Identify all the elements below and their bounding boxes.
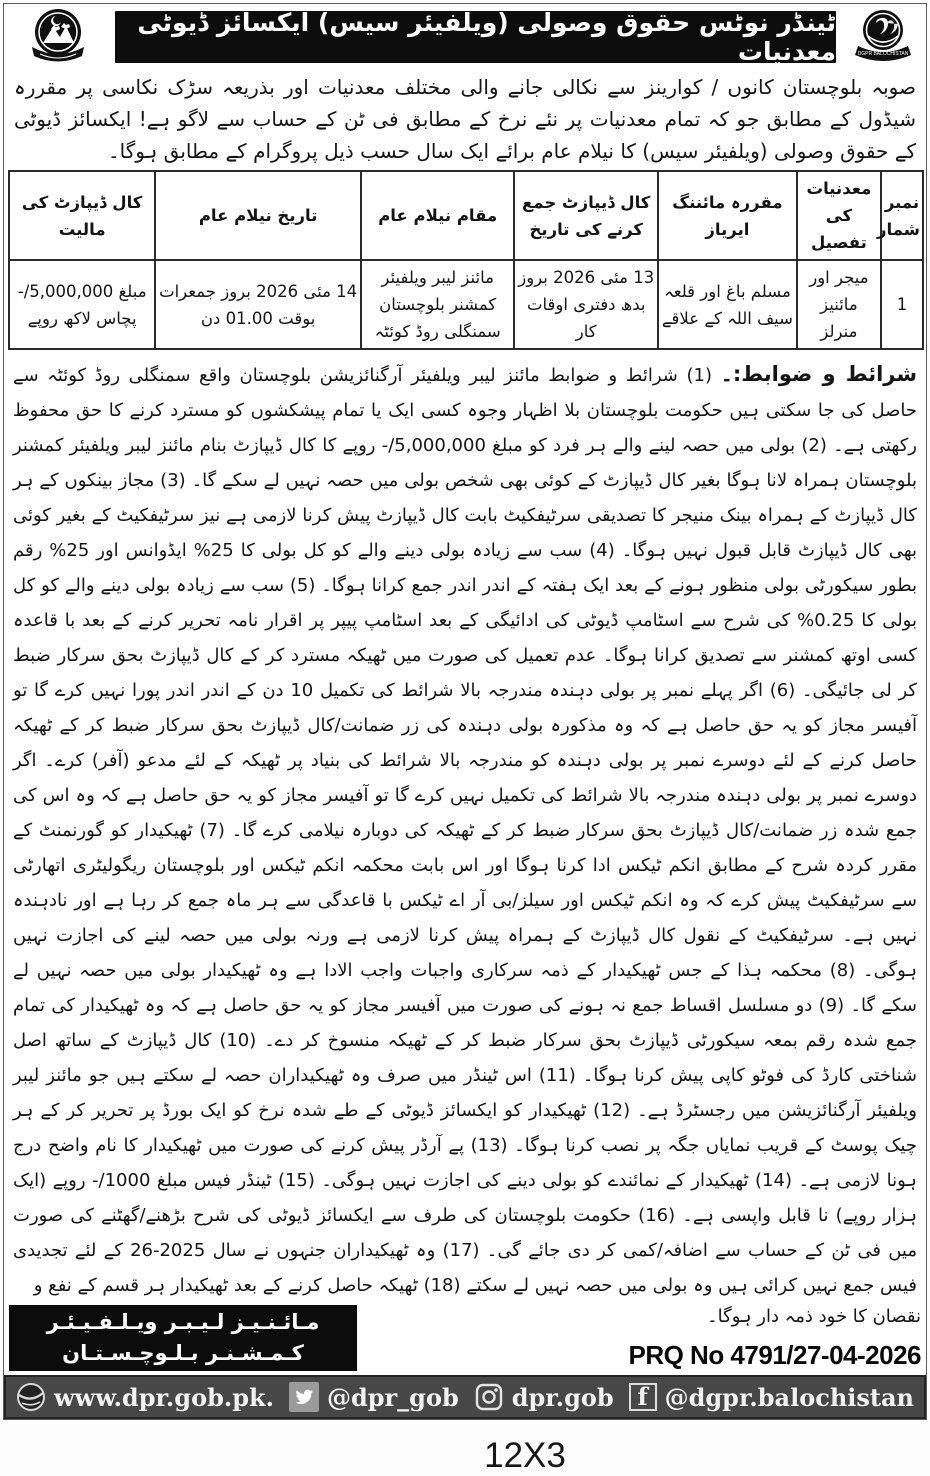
closing-line: نقصان کا خود ذمہ دار ہوگا۔	[707, 1306, 921, 1327]
signature-box	[9, 1305, 357, 1371]
tender-notice-ad	[3, 3, 927, 1420]
bottom-row	[4, 1303, 926, 1375]
ad-title: ٹینڈر نوٹس حقوق وصولی (ویلفیئر سیس) ایکسائز ڈیوٹی معدنیات	[115, 11, 836, 63]
twitter-icon	[289, 1382, 319, 1412]
instagram-handle: dpr.gob	[511, 1382, 614, 1412]
col-minerals-detail: معدنیات کی تفصیل	[797, 171, 881, 260]
bottom-right-block	[369, 1305, 921, 1371]
facebook-handle: @dgpr.balochistan	[664, 1382, 914, 1412]
table-header-row	[9, 171, 923, 260]
cell-auction-date: 14 مئی 2026 بروز جمعرات بوقت 01.00 دن	[155, 260, 361, 349]
social-footer-bar	[4, 1375, 926, 1419]
cell-serial-number: 1	[881, 260, 923, 349]
col-auction-place: مقام نیلام عام	[361, 171, 515, 260]
col-auction-date: تاریخ نیلام عام	[155, 171, 361, 260]
govt-balochistan-emblem-icon	[10, 7, 105, 67]
terms-and-conditions	[4, 352, 926, 1303]
intro-paragraph: صوبہ بلوچستان کانوں / کوارینز سے نکالی جانے والی مختلف معدنیات اور بذریعہ سڑک نکاسی پر مقررہ شیڈول کے مطابق جو کہ تمام معدنیات پر نئے نرخ کے مطابق فی ٹن کے حساب سے لاگو ہے! ایکسائز ڈیوٹی کے حقوق وصولی (ویلفیئر سیس) کا نیلام عام برائے ایک سال حسب ذیل پروگرام کے مطابق ہوگا۔	[14, 75, 916, 163]
terms-heading: شرائط و ضوابط:۔	[720, 362, 917, 386]
facebook-icon: f	[629, 1383, 657, 1411]
cell-mining-areas: مسلم باغ اور قلعہ سیف اللہ کے علاقے	[658, 260, 797, 349]
prq-number: PRQ No 4791/27-04-2026	[628, 1340, 921, 1370]
ad-header	[4, 4, 926, 70]
terms-body: (1) شرائط و ضوابط مائنز لیبر ویلفیئر آرگنائزیشن بلوچستان واقع سمنگلی روڈ کوئٹہ سے حاصل کی جا سکتی ہیں حکومت بلوچستان بلا اظہار وجوہ کسی ایک یا تمام پیشکشوں کو مسترد کرنے کا حق محفوظ رکھتی ہے۔ (2) بولی میں حصہ لینے والے ہر فرد کو مبلغ 5,000,000/- روپے کا کال ڈیپازٹ بنام مائنز لیبر ویلفیئر کمشنر بلوچستان ہمراہ لانا ہوگا بغیر کال ڈیپازٹ کے کوئی بھی شخص بولی میں حصہ نہیں لے سکے گا۔ (3) مجاز بینکوں کے ہر کال ڈیپازٹ کے ہمراہ بینک منیجر کا تصدیقی سرٹیفکیٹ بابت کال ڈیپازٹ پیش کرنا لازمی ہے نیز سرٹیفکیٹ کے بغیر کوئی بھی کال ڈیپازٹ قابل قبول نہیں ہوگا۔ (4) سب سے زیادہ بولی دینے والے کو کل بولی کا 25% ایڈوانس اور 25% رقم بطور سیکورٹی بولی منظور ہونے کے بعد ایک ہفتہ کے اندر اندر جمع کرانا ہوگا۔ (5) سب سے زیادہ بولی دینے والے کو کل بولی کا 0.25% کی شرح سے اسٹامپ ڈیوٹی کی ادائیگی کے بعد اسٹامپ پیپر پر اقرار نامہ تحریر کرنے کے بعد با قاعدہ کسی اوتھ کمشنر سے تصدیق کرانا ہوگا۔ عدم تعمیل کی صورت میں ٹھیکہ مسترد کر کے کال ڈیپازٹ بحق سرکار ضبط کر لی جائیگی۔ (6) اگر پہلے نمبر پر بولی دہندہ مندرجہ بالا شرائط کی تکمیل 10 دن کے اندر اندر پورا نہیں کرے گا تو آفیسر مجاز کو یہ حق حاصل ہے کہ وہ مذکورہ بولی دہندہ کی زر ضمانت/کال ڈیپازٹ بحق سرکار ضبط کر کے ٹھیکہ حاصل کرنے کے لئے دوسرے نمبر پر بولی دہندہ کو مندرجہ بالا شرائط کی بنیاد پر ٹھیکہ کے لئے مدعو (آفر) کرے۔ اگر دوسرے نمبر پر بولی دہندہ مندرجہ بالا شرائط کی تکمیل نہیں کرے گا تو آفیسر مجاز کو یہ حق حاصل ہے کہ وہ اس کی جمع شدہ زر ضمانت/کال ڈیپازٹ بحق سرکار ضبط کر کے ٹھیکہ کی دوبارہ نیلامی کرے گا۔ (7) ٹھیکیدار کو گورنمنٹ کے مقرر کردہ شرح کے مطابق انکم ٹیکس ادا کرنا ہوگا اور اس بابت محکمہ انکم ٹیکس اور بلوچستان ریگولیٹری اتھارٹی سے سرٹیفکیٹ پیش کرے کہ وہ انکم ٹیکس اور سیلز/بی آر اے ٹیکس با قاعدگی سے ہر ماہ جمع کر رہا ہے اور نادہندہ نہیں ہے۔ سرٹیفکیٹ کے نقول کال ڈیپازٹ کے ہمراہ پیش کرنا لازمی ہے ورنہ بولی میں حصہ لینے کی اجازت نہیں ہوگی۔ (8) محکمہ ہذا کے جس ٹھیکیدار کے ذمہ سرکاری واجبات واجب الادا ہے وہ ٹھیکیدار بولی میں حصہ نہیں لے سکے گا۔ (9) دو مسلسل اقساط جمع نہ ہونے کی صورت میں آفیسر مجاز کو یہ حق حاصل ہے کہ وہ ٹھیکیدار کی تمام جمع شدہ رقم بمعہ سیکورٹی ڈیپازٹ بحق سرکار ضبط کر کے ٹھیکہ منسوخ کر دے۔ (10) کال ڈیپازٹ کے ساتھ اصل شناختی کارڈ کی فوٹو کاپی پیش کرنا ہوگا۔ (11) اس ٹینڈر میں صرف وہ ٹھیکیداران حصہ لے سکتے ہیں جو مائنز لیبر ویلفیئر آرگنائزیشن میں رجسٹرڈ ہے۔ (12) ٹھیکیدار کو ایکسائز ڈیوٹی کے طے شدہ نرخ کو ایک بورڈ پر تحریر کر کے ہر چیک پوسٹ کے قریب نمایاں جگہ پر نصب کرنا ہوگا۔ (13) پے آرڈر پیش کرنے کی صورت میں ٹھیکیدار کا نام واضح درج ہونا لازمی ہے۔ (14) ٹھیکیدار کے نمائندے کو بولی دینے کی اجازت نہیں ہوگی۔ (15) ٹینڈر فیس مبلغ 1000/- روپے (ایک ہزار روپے) نا قابل واپسی ہے۔ (16) حکومت بلوچستان کی طرف سے ایکسائز ڈیوٹی کی شرح بڑھنے/گھٹنے کی صورت میں فی ٹن کے حساب سے اضافہ/کمی کر دی جائے گی۔ (17) وہ ٹھیکیداران جنہوں نے سال 2025-26 کے لئے تجدیدی فیس جمع نہیں کرائی ہیں وہ بولی میں حصہ نہیں لے سکتے (18) ٹھیکہ حاصل کرنے کے بعد ٹھیکیدار ہر قسم کے نفع و	[13, 365, 918, 1296]
cell-deposit-date: 13 مئی 2026 بروز بدھ دفتری اوقات کار	[514, 260, 657, 349]
col-mining-areas: مقررہ مائننگ ایریاز	[658, 171, 797, 260]
signature-line-1: مـائـنـیـز لـیـبـر ویـلـفـیـئـر	[46, 1310, 320, 1334]
table-row	[9, 260, 923, 349]
signature-line-2: کـمـشـنـر بـلـوچـسـتـان	[62, 1341, 304, 1365]
svg-text:DGPR BALOCHISTAN: DGPR BALOCHISTAN	[857, 51, 909, 57]
twitter-item	[289, 1382, 459, 1412]
auction-schedule-table	[8, 170, 924, 350]
website-item	[16, 1382, 274, 1412]
globe-icon	[16, 1382, 46, 1412]
cell-deposit-amount: مبلغ 5,000,000/- پچاس لاکھ روپے	[9, 260, 155, 349]
newspaper-ad-page	[0, 3, 930, 1475]
cell-auction-place: مائنز لیبر ویلفیئر کمشنر بلوچستان سمنگلی روڈ کوئٹہ	[361, 260, 515, 349]
ad-size-label: 12X3	[484, 1436, 566, 1475]
col-deposit-date: کال ڈیپازٹ جمع کرنے کی تاریخ	[514, 171, 657, 260]
facebook-item	[629, 1383, 914, 1412]
twitter-handle: @dpr_gob	[326, 1382, 459, 1412]
col-deposit-amount: کال ڈیپازٹ کی مالیت	[9, 171, 155, 260]
instagram-item	[474, 1382, 614, 1412]
col-serial-number: نمبر شمار	[881, 171, 923, 260]
cell-minerals-detail: میجر اور مائنیز منرلز	[797, 260, 881, 349]
instagram-icon	[474, 1382, 504, 1412]
website-url: www.dpr.gob.pk.	[54, 1382, 274, 1412]
dgpr-balochistan-emblem-icon	[846, 8, 920, 66]
